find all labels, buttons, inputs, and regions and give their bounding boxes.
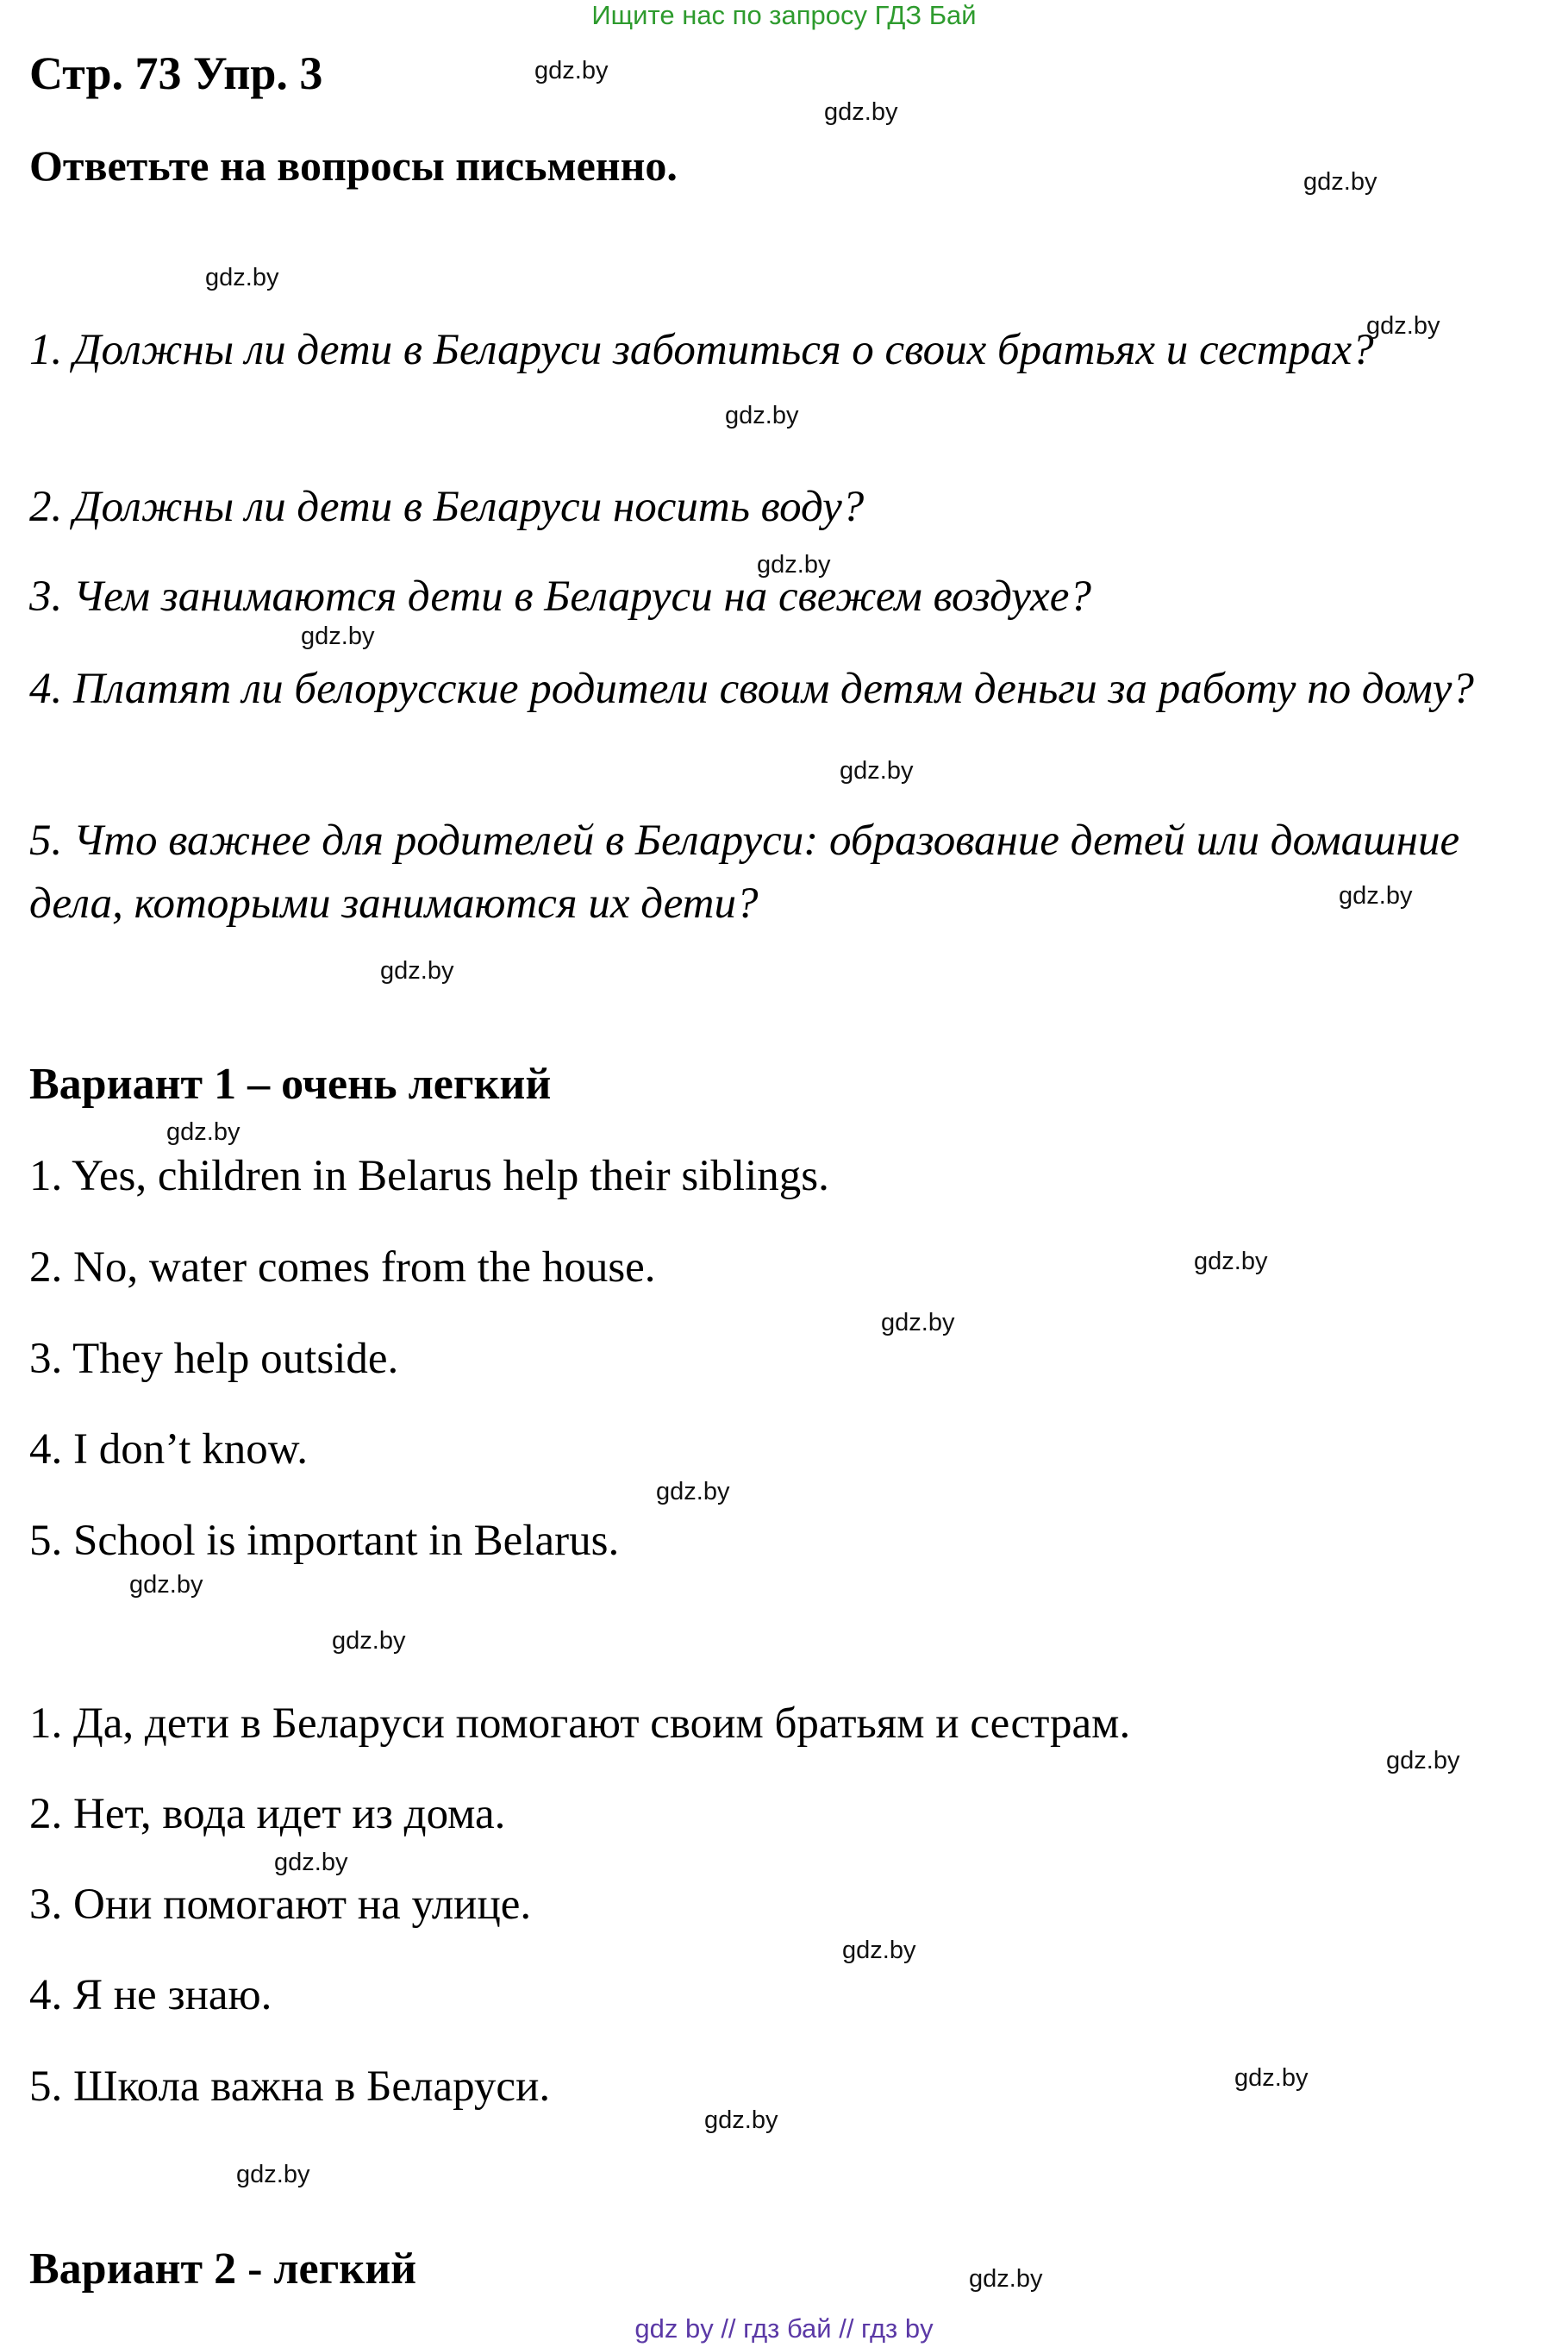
watermark: gdz.by — [969, 2265, 1043, 2293]
answer-ru-2: 2. Нет, вода идет из дома. — [29, 1790, 506, 1838]
answer-en-3: 3. They help outside. — [29, 1335, 399, 1383]
top-banner[interactable]: Ищите нас по запросу ГДЗ Бай — [591, 0, 977, 30]
watermark: gdz.by — [1303, 168, 1377, 196]
watermark: gdz.by — [129, 1571, 203, 1599]
watermark: gdz.by — [842, 1937, 916, 1964]
watermark: gdz.by — [757, 551, 831, 579]
watermark: gdz.by — [1339, 882, 1413, 910]
answer-ru-1: 1. Да, дети в Беларуси помогают своим братьям и сестрам. — [29, 1699, 1131, 1748]
answer-ru-4: 4. Я не знаю. — [29, 1971, 272, 2019]
watermark: gdz.by — [1366, 312, 1440, 340]
watermark: gdz.by — [166, 1118, 241, 1146]
watermark: gdz.by — [236, 2161, 310, 2188]
watermark: gdz.by — [656, 1478, 730, 1505]
question-3: 3. Чем занимаются дети в Беларуси на свежем воздухе? — [29, 573, 1091, 621]
watermark: gdz.by — [704, 2106, 778, 2134]
watermark: gdz.by — [301, 623, 375, 650]
page-title: Стр. 73 Упр. 3 — [29, 47, 323, 99]
watermark: gdz.by — [205, 264, 279, 291]
answer-en-4: 4. I don’t know. — [29, 1425, 308, 1474]
watermark: gdz.by — [274, 1849, 348, 1876]
footer-links[interactable]: gdz by // гдз бай // гдз by — [634, 2313, 934, 2344]
answer-ru-3: 3. Они помогают на улице. — [29, 1881, 532, 1929]
watermark: gdz.by — [840, 757, 914, 785]
variant-1-heading: Вариант 1 – очень легкий — [29, 1060, 552, 1109]
answer-en-1: 1. Yes, children in Belarus help their siblings. — [29, 1152, 829, 1200]
question-5: 5. Что важнее для родителей в Беларуси: образование детей или домашние дела, которыми занимаются их дети? — [29, 817, 1460, 928]
watermark: gdz.by — [332, 1627, 406, 1655]
watermark: gdz.by — [1386, 1747, 1460, 1774]
instruction: Ответьте на вопросы письменно. — [29, 141, 678, 190]
watermark: gdz.by — [1194, 1248, 1268, 1275]
watermark: gdz.by — [725, 402, 799, 429]
question-4: 4. Платят ли белорусские родители своим детям деньги за работу по дому? — [29, 665, 1474, 713]
question-2: 2. Должны ли дети в Беларуси носить воду? — [29, 483, 865, 531]
watermark: gdz.by — [380, 957, 454, 985]
answer-en-5: 5. School is important in Belarus. — [29, 1517, 620, 1565]
watermark: gdz.by — [824, 98, 898, 126]
question-1: 1. Должны ли дети в Беларуси заботиться о своих братьях и сестрах? — [29, 326, 1374, 374]
watermark: gdz.by — [534, 57, 609, 84]
answer-ru-5: 5. Школа важна в Беларуси. — [29, 2062, 551, 2111]
answer-en-2: 2. No, water comes from the house. — [29, 1243, 656, 1292]
variant-2-heading: Вариант 2 - легкий — [29, 2244, 417, 2294]
watermark: gdz.by — [1234, 2064, 1309, 2092]
watermark: gdz.by — [881, 1309, 955, 1336]
